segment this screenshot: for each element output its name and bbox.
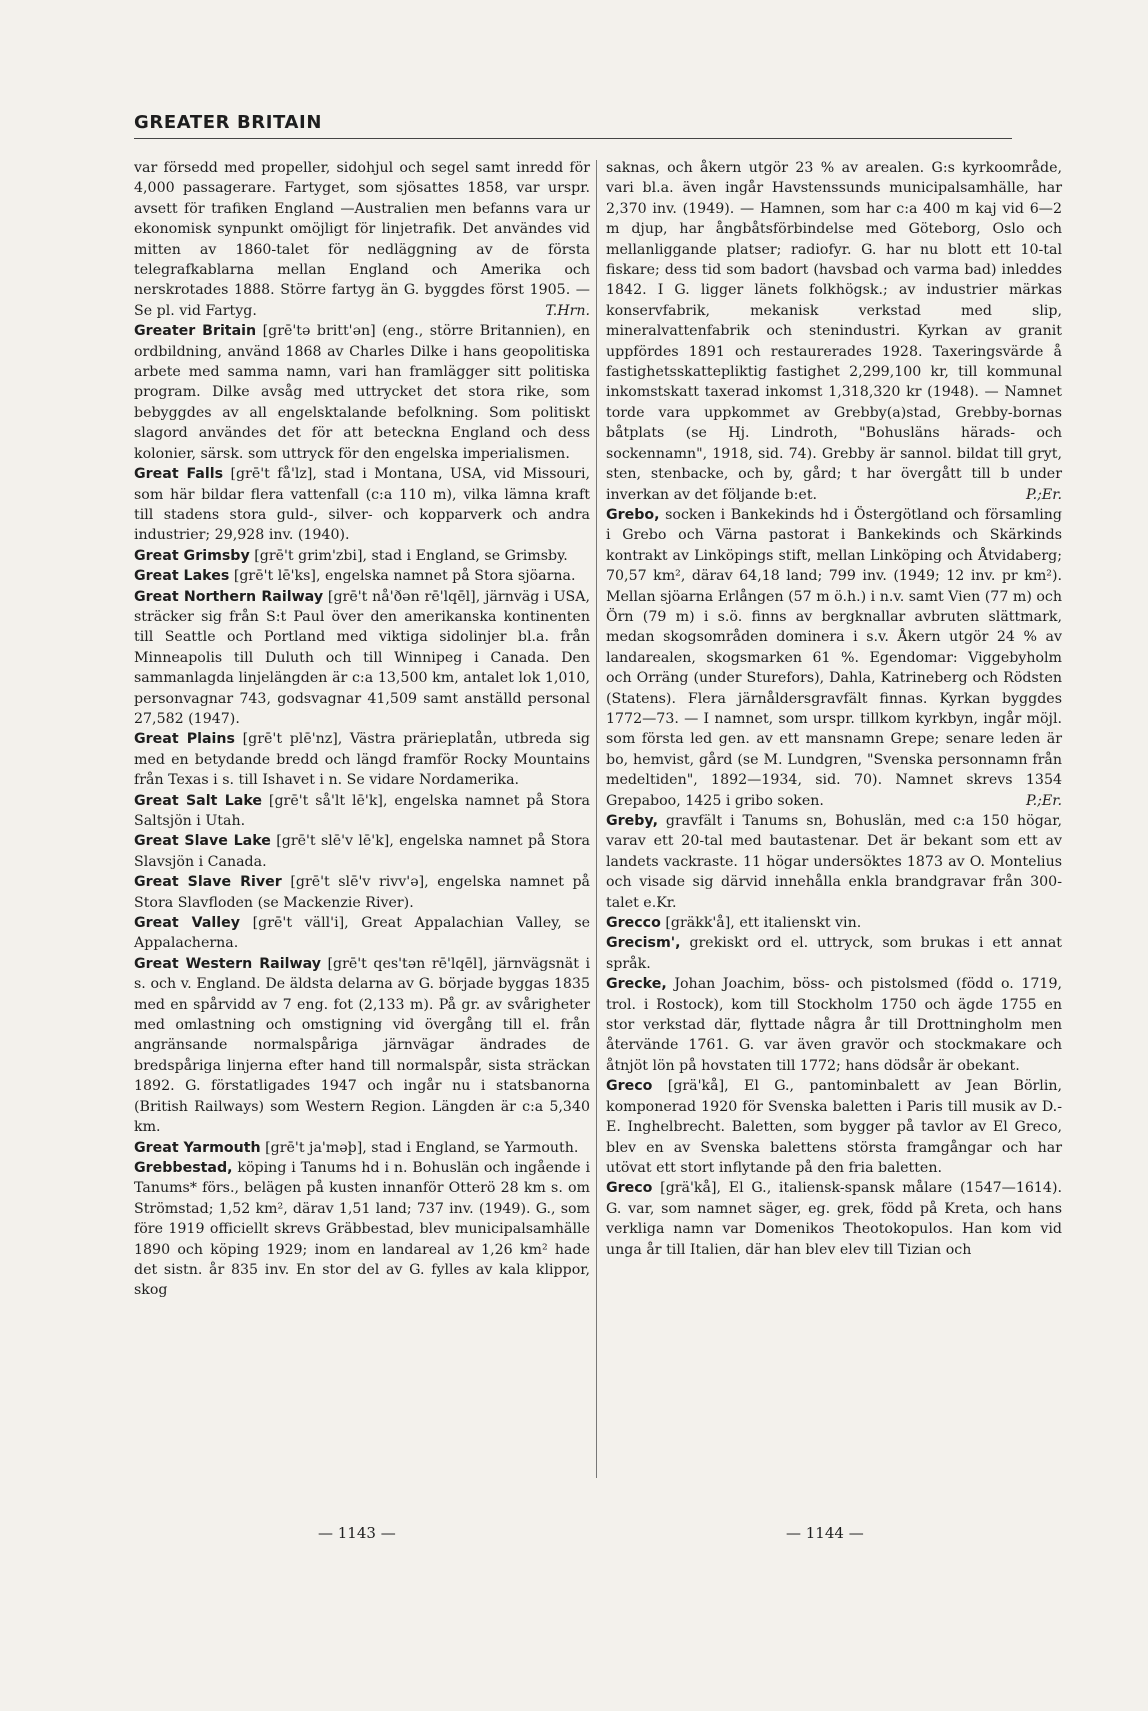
- dictionary-entry: [134, 566, 590, 586]
- entry-headword: Great Western Railway: [134, 955, 321, 972]
- page-number-right: — 1144 —: [786, 1524, 864, 1542]
- author-signature: P.;Er.: [1025, 486, 1062, 503]
- dictionary-entry: [134, 546, 590, 566]
- entry-text: [grē't slē'v rivv'ə], engelska namnet på Stora Slavfloden (se Mackenzie River).: [134, 874, 590, 911]
- entry-text: saknas, och åkern utgör 23 % av arealen. G:s kyrkoområde, vari bl.a. även ingår Havstenssunds municipalsamhälle, har 2,370 inv. (1949). — Hamnen, som har c:a 400 m kaj vid 6—2 m djup, har ångbåtsförbindelse med Göteborg, Oslo och mellanliggande platser; radiofyr. G. har nu blott ett 10-tal fiskare; dess tid som badort (havsbad och varma bad) inleddes 1842. I G. ligger länets folkhögsk.; av industrier märkas konservfabrik, mekanisk verkstad med slip, mineralvattenfabrik och stenindustri. Kyrkan av granit uppfördes 1891 och restaurerades 1928. Taxeringsvärde å fastighetsskattepliktig fastighet 2,299,100 kr, till kommunal inkomstskatt taxerad inkomst 1,318,320 kr (1948). — Namnet torde vara uppkommet av Grebby(a)stad, Grebby-bornas båtplats (se Hj. Lindroth, "Bohusläns härads- och sockennamn", 1918, sid. 74). Grebby är sannol. bildat till gryt, sten, stenbacke, och by, gård; t har övergått till b under inverkan av det följande b:et.: [606, 160, 1062, 503]
- dictionary-entry: [134, 587, 590, 730]
- entry-text: [grē't nå'ðən rē'lqēl], järnväg i USA, sträcker sig från S:t Paul över den amerikanska kontinenten till Seattle och Portland med viktiga sidolinjer bl.a. från Minneapolis till Duluth och till Winnipeg i Canada. Den sammanlagda linjelängden är c:a 13,500 km, antalet lok 1,010, personvagnar 743, godsvagnar 41,509 samt anställd personal 27,582 (1947).: [134, 588, 591, 727]
- entry-headword: Great Slave Lake: [134, 833, 271, 850]
- dictionary-entry: [134, 1158, 590, 1301]
- dictionary-entry: [134, 729, 590, 790]
- entry-headword: Great Grimsby: [134, 547, 250, 564]
- entry-headword: Grebbestad,: [134, 1159, 233, 1176]
- left-column: [134, 158, 590, 1301]
- entry-headword: Great Yarmouth: [134, 1139, 261, 1156]
- entry-text: [grē't plē'nz], Västra prärieplatån, utbreda sig med en betydande bredd och längd framför Rocky Mountains från Texas i s. till Ishavet i n. Se vidare Nordamerika.: [134, 731, 591, 789]
- entry-headword: Grecco: [606, 915, 661, 932]
- dictionary-entry: [134, 831, 590, 872]
- dictionary-entry: [606, 1076, 1062, 1178]
- dictionary-entry: [606, 974, 1062, 1076]
- entry-text: [grē'tə britt'ən] (eng., större Britannien), en ordbildning, använd 1868 av Charles Dilke i hans geopolitiska arbete med samma namn, vari han framlägger sitt politiska program. Dilke avsåg med uttrycket det stora rike, som bebyggdes av all engelsktalande befolkning. Som politiskt slagord användes det för att beteckna England och dess kolonier, särsk. som uttryck för den engelska imperialismen.: [134, 323, 590, 462]
- entry-headword: Great Plains: [134, 731, 235, 748]
- dictionary-entry: [134, 913, 590, 954]
- entry-headword: Greco: [606, 1078, 653, 1095]
- entry-headword: Greco: [606, 1180, 653, 1197]
- entry-text: köping i Tanums hd i n. Bohuslän och ingående i Tanums* förs., belägen på kusten innanför Otterö 28 km s. om Strömstad; 1,52 km², därav 1,51 land; 737 inv. (1949). G., som före 1919 officiellt skrevs Gräbbestad, blev municipalsamhälle 1890 och köping 1929; inom en landareal av 1,26 km² hade det sistn. år 835 inv. En stor del av G. fylles av kala klippor, skog: [134, 1159, 590, 1299]
- entry-text: [grē't få'lz], stad i Montana, USA, vid Missouri, som här bildar flera vattenfall (c:a 110 m), vilka lämna kraft till stadens stora guld-, silver- och kopparverk och andra industrier; 29,928 inv. (1940).: [134, 466, 590, 544]
- entry-text: [grē't ja'məþ], stad i England, se Yarmouth.: [265, 1139, 579, 1156]
- entry-headword: Great Salt Lake: [134, 792, 263, 809]
- author-signature: T.Hrn.: [545, 302, 590, 319]
- dictionary-entry: [134, 464, 590, 546]
- dictionary-entry: [606, 913, 1062, 933]
- entry-headword: Great Lakes: [134, 568, 230, 585]
- dictionary-entry: [606, 811, 1062, 913]
- entry-headword: Grecke,: [606, 976, 667, 993]
- entry-text: [grä'kå], El G., italiensk-spansk målare (1547—1614). G. var, som namnet säger, eg. grek, född på Kreta, och hans verkliga namn var Domenikos Theotokopulos. Han kom vid unga år till Italien, där han blev elev till Tizian och: [606, 1180, 1063, 1258]
- right-column: [606, 158, 1062, 1260]
- dictionary-entry: [606, 933, 1062, 974]
- entry-text: [grē't grim'zbi], stad i England, se Grimsby.: [254, 547, 568, 564]
- page-number-left: — 1143 —: [318, 1524, 396, 1542]
- column-divider: [596, 160, 597, 1478]
- entry-text: [grē't slē'v lē'k], engelska namnet på Stora Slavsjön i Canada.: [134, 833, 590, 870]
- entry-text: [gräkk'å], ett italienskt vin.: [665, 915, 862, 932]
- dictionary-entry: [134, 954, 590, 1138]
- entry-text: gravfält i Tanums sn, Bohuslän, med c:a 150 högar, varav ett 20-tal med bautastenar. Det är bekant som ett av landets vackraste. 11 högar undersöktes 1873 av O. Montelius och visade sig därvid innehålla enkla brandgravar från 300-talet e.Kr.: [606, 813, 1062, 911]
- running-head: GREATER BRITAIN: [134, 112, 323, 133]
- entry-text: [grē't lē'ks], engelska namnet på Stora sjöarna.: [233, 568, 576, 585]
- entry-headword: Greby,: [606, 813, 658, 829]
- entry-text: [grē't så'lt lē'k], engelska namnet på Stora Saltsjön i Utah.: [134, 792, 590, 829]
- entry-headword: Great Northern Railway: [134, 588, 324, 605]
- dictionary-entry: [134, 791, 590, 832]
- entry-text: var försedd med propeller, sidohjul och segel samt inredd för 4,000 passagerare. Fartyget, som sjösattes 1858, var urspr. avsett för trafiken England —Australien men befanns vara ur ekonomisk synpunkt omöjligt för linjetrafik. Det användes vid mitten av 1860-talet för nedläggning av de första telegrafkablarna mellan England och Amerika och nerskrotades 1888. Större fartyg än G. byggdes först 1905. — Se pl. vid Fartyg.: [134, 160, 590, 319]
- header-rule: [134, 138, 1012, 139]
- entry-headword: Greater Britain: [134, 323, 257, 340]
- entry-headword: Grecism',: [606, 935, 681, 952]
- dictionary-entry: [134, 1138, 590, 1158]
- dictionary-entry: [134, 321, 590, 464]
- dictionary-entry: [606, 1178, 1062, 1260]
- entry-headword: Great Falls: [134, 466, 224, 483]
- entry-text: [grē't qes'tən rē'lqēl], järnvägsnät i s. och v. England. De äldsta delarna av G. började byggas 1835 med en spårvidd av 7 eng. fot (2,133 m). På gr. av svårigheter med omlastning och omstigning vid övergång till el. från angränsande normalspåriga järnvägar ändrades de bredspåriga linjerna efter hand till normalspår, sista sträckan 1892. G. förstatligades 1947 och ingår nu i statsbanorna (British Railways) som Western Region. Längden är c:a 5,340 km.: [134, 955, 590, 1136]
- entry-headword: Great Valley: [134, 915, 241, 932]
- entry-text: Johan Joachim, böss- och pistolsmed (född o. 1719, trol. i Rostock), kom till Stockholm 1750 och ägde 1755 en stor verkstad där, flyttade några år till Drottningholm men återvände 1761. G. var även gravör och stockmakare och åtnjöt lön på hovstaten till 1772; hans dödsår är obekant.: [606, 976, 1062, 1074]
- dictionary-entry: [134, 158, 590, 321]
- entry-headword: Grebo,: [606, 506, 660, 523]
- entry-text: [grē't väll'i], Great Appalachian Valley, se Appalacherna.: [134, 915, 591, 952]
- entry-text: socken i Bankekinds hd i Östergötland och församling i Grebo och Värna pastorat i Bankekinds och Skärkinds kontrakt av Linköpings stift, mellan Linköping och Åtvidaberg; 70,57 km², därav 64,18 land; 799 inv. (1949; 12 inv. pr km²). Mellan sjöarna Erlången (57 m ö.h.) i n.v. samt Vien (77 m) och Örn (79 m) i s.ö. finns av bergknallar avbruten slättmark, medan skogsområden dominera i s.v. Åkern utgör 24 % av landarealen, skogsmarken 61 %. Egendomar: Viggebyholm och Orräng (under Sturefors), Dahla, Katrineberg och Rödsten (Statens). Flera järnåldersgravfält finnas. Kyrkan byggdes 1772—73. — I namnet, som urspr. tillkom kyrkbyn, ingår möjl. som första led gen. av ett mansnamn Grepe; senare leden är bo, hemvist, gård (se M. Lundgren, "Svenska personnamn från medeltiden", 1892—1934, sid. 70). Namnet skrevs 1354 Grepaboo, 1425 i gribo soken.: [606, 506, 1062, 809]
- dictionary-entry: [606, 158, 1062, 505]
- author-signature: P.;Er.: [1025, 792, 1062, 809]
- entry-headword: Great Slave River: [134, 874, 282, 891]
- entry-text: grekiskt ord el. uttryck, som brukas i ett annat språk.: [606, 935, 1062, 972]
- dictionary-entry: [134, 872, 590, 913]
- dictionary-entry: [606, 505, 1062, 811]
- entry-text: [grä'kå], El G., pantominbalett av Jean Börlin, komponerad 1920 för Svenska baletten i Paris till musik av D.-E. Inghelbrecht. Baletten, som bygger på tavlor av El Greco, blev en av Svenska balettens största framgångar och har utövat ett stort inflytande på den fria baletten.: [606, 1078, 1062, 1176]
